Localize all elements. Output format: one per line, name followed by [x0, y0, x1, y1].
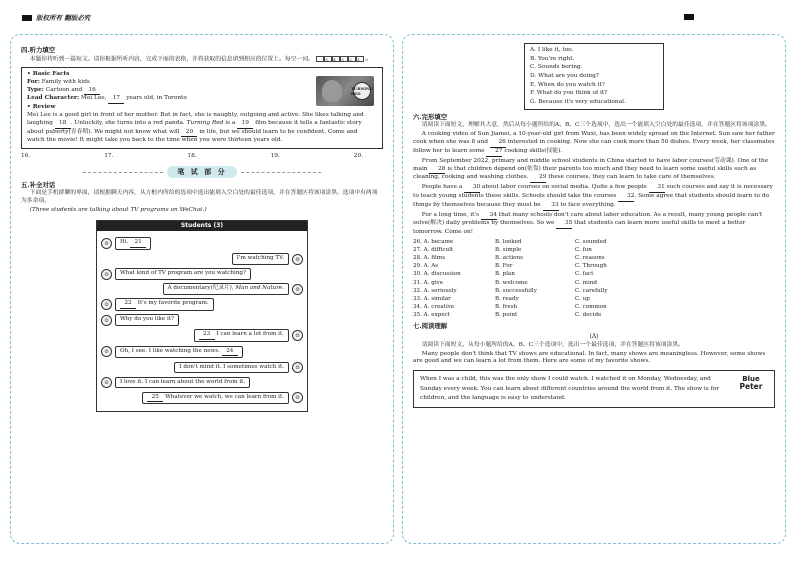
avatar: ☺: [292, 254, 303, 265]
cloze-option: C. carefully: [575, 287, 608, 294]
cloze-option: B. actions: [495, 255, 524, 262]
chat-message: A documentary(纪录片), Man and Nature. ☺: [101, 283, 303, 295]
option-item: F. What do you think of it?: [530, 90, 608, 97]
chat-header: Students (3): [97, 221, 307, 231]
show-description: When I was a child, this was the only show I could watch. I watched it on Monday, Wednesday, and Sunday every week. You can learn about different countries around the world from it. The show is for children, and the language is easy to understand.: [420, 376, 719, 401]
option-item: G. Because it's very educational.: [530, 99, 626, 106]
cloze-option: C. sounded: [575, 239, 607, 246]
cloze-option: B. ready: [495, 295, 519, 302]
facts-box: [21, 67, 383, 149]
avatar: ☺: [101, 269, 112, 280]
cloze-option: B. plan: [495, 271, 515, 278]
cloze-option: 30. A. discussion: [413, 271, 461, 278]
cloze-option: C. Through: [575, 263, 607, 270]
score-boxes: 5 4 3 2 1 0: [316, 56, 364, 62]
dialog-note: (Three students are talking about TV programs on WeChat.): [29, 206, 207, 213]
cloze-paragraph: From September 2022, primary and middle school students in China started to have labor courses(劳动课). One of the main 28 is that children depend on(依靠) their parents too much and they need to learn some useful skills such as cleaning, cooking and washing clothes. 29 these courses, they can learn to take care of themselves.: [413, 158, 775, 183]
chat-message: ☺ What kind of TV program are you watching?: [101, 268, 303, 280]
cloze-option: 28. A. films: [413, 255, 445, 262]
cloze-option: C. fun: [575, 247, 592, 254]
avatar: ☺: [292, 362, 303, 373]
cloze-option: 32. A. seriously: [413, 287, 457, 294]
cloze-paragraph: For a long time, it's 34 that many schools don't care about labor education. As a result, many young people can't solve(解决) daily problems by themselves. So we 35 that students can learn more useful skills to meet a better tomorrow. Come on!: [413, 211, 763, 236]
cloze-option: 33. A. similar: [413, 295, 451, 302]
dialog-instruction: 下面是手机群聊的界面，请根据聊天内容，从方框内所给的选项中选出能填入空白处的最佳选项，并在答题区将该项涂黑。选项中有两项为多余项。: [21, 190, 378, 204]
reading-paragraph: Many people don't think that TV shows are educational. In fact, many shows are meaningless. However, some shows are good and we can learn a lot from them. Here are some of my favorite shows.: [413, 350, 766, 365]
cloze-option: C. decide: [575, 312, 602, 318]
listening-instruction: 本题你将听到一篇短文。请你根据所听内容，完成下面的表格，并将获取的信息填到相应的位置上。每空一词。 5 4 3 2 1 0: [29, 56, 368, 63]
cloze-option: B. welcome: [495, 279, 528, 286]
type-line: Type: Cartoon and 16: [27, 87, 377, 96]
cloze-option: 27. A. difficult: [413, 247, 454, 254]
page-header-right: [684, 14, 694, 20]
cloze-option: 29. A. As: [413, 263, 439, 270]
cloze-option: C. common: [575, 303, 607, 310]
facts-title: • Basic Facts: [27, 70, 70, 77]
dialog-options-box: [524, 43, 664, 110]
cloze-option: 31. A. give: [413, 279, 444, 286]
cloze-option: C. reasons: [575, 255, 605, 262]
wechat-window: [96, 220, 308, 412]
avatar: ☺: [101, 377, 112, 388]
cloze-option: B. looked: [495, 239, 522, 246]
chat-message: ☺ Oh, I see. I like watching the news. 24: [101, 346, 303, 359]
passage-label: (A): [589, 332, 599, 340]
cloze-instruction: 请阅读下面短文，理解其大意，然后从每小题所给的A、B、C三个选项中，选出一个能填入空白处的最佳选项，并在答题区将该项涂黑。: [421, 122, 771, 129]
cloze-option: B. successfully: [495, 287, 537, 294]
chat-message: ☺ 22 It's my favorite program.: [101, 298, 303, 311]
option-item: E. When do you watch it?: [530, 81, 605, 88]
chat-message: ☺ Hi. 21: [101, 237, 303, 250]
cloze-option: B. fresh: [495, 303, 518, 310]
cloze-paragraph: People have a 30 about labor courses on social media. Quite a few people 31 such courses and say it is necessary to teach young students these skills. Schools should take the courses 32. Some agree that students should learn to do things by themselves because they must be 33 to face everything.: [413, 184, 775, 210]
cloze-options: [413, 238, 775, 319]
option-item: D. What are you doing?: [530, 73, 599, 80]
show-box: [413, 370, 775, 408]
movie-poster: TURNING RED: [316, 76, 374, 106]
chat-message: I don't mind it. I sometimes watch it. ☺: [101, 362, 303, 374]
cloze-option: C. mind: [575, 279, 597, 286]
header-text: 版权所有 翻版必究: [36, 14, 91, 22]
cloze-option: B. simple: [495, 247, 522, 254]
chat-message: 23 I can learn a lot from it. ☺: [101, 329, 303, 342]
chat-message: 25 Whatever we watch, we can learn from it. ☺: [101, 392, 303, 405]
option-item: B. You're right.: [530, 55, 575, 62]
cloze-title: 六.完形填空: [413, 112, 448, 121]
avatar: ☺: [292, 284, 303, 295]
avatar: ☺: [101, 238, 112, 249]
cloze-option: B. For: [495, 263, 513, 270]
avatar: ☺: [101, 299, 112, 310]
dialog-title: 五.补全对话: [21, 180, 56, 189]
cloze-option: 35. A. expect: [413, 312, 451, 318]
for-line: For: Family with kids: [27, 78, 90, 85]
cloze-option: B. point: [495, 312, 518, 318]
option-item: A. I like it, too.: [530, 47, 574, 53]
review-text: Mei Lee is a good girl in front of her mother. But in fact, she is naughty, outgoing and active. She likes talking and laughing 18 . Unluckily, she turns into a red panda. Turning Red is a 19 film because it tells a fantastic story about puberty(青春期). We might not know what will 20 in life, but we should learn to be confident. Come and watch the movie! It might take you back to the time when you were thirteen years old.: [27, 112, 364, 144]
right-panel: [402, 34, 786, 544]
reading-title: 七.阅读理解: [413, 322, 448, 331]
avatar: ☺: [101, 346, 112, 357]
page-header: [22, 14, 90, 23]
chat-message: I'm watching TV. ☺: [101, 253, 303, 265]
reading-instruction: 请阅读下面短文，从每小题所给的A、B、C三个选项中，选出一个最佳选项，并在答题区将该项涂黑。: [421, 341, 684, 348]
listening-title: 四.听力填空: [21, 46, 56, 54]
cloze-option: C. up: [575, 295, 590, 302]
lead-line: Lead Character: Mei Lee, 17 years old, in Toronto: [27, 95, 377, 104]
answer-numbers: 16. 17. 18. 19. 20.: [21, 153, 363, 160]
avatar: ☺: [292, 392, 303, 403]
chat-message: ☺ I love it. I can learn about the world from it.: [101, 377, 303, 389]
avatar: ☺: [101, 315, 112, 326]
cloze-option: 26. A. became: [413, 239, 454, 246]
cloze-paragraph: A cooking video of Sun Jiamei, a 10-year-old girl from Wuxi, has been widely spread on the Internet. Sun saw her father cook when she was 8 and 26 interested in cooking. Now she can cook more than 50 dishes. Every week, her classmates follow her to learn some 27 cooking skills(技能).: [413, 131, 775, 156]
written-banner: 笔 试 部 分: [21, 166, 383, 177]
cloze-option: 34. A. creative: [413, 303, 455, 310]
cloze-option: C. fact: [575, 271, 594, 278]
avatar: ☺: [292, 330, 303, 341]
left-panel: [10, 34, 394, 544]
chat-message: ☺ Why do you like it?: [101, 314, 303, 326]
blue-peter-logo: Blue Peter: [739, 375, 763, 392]
review-title: • Review: [27, 104, 56, 111]
option-item: C. Sounds boring.: [530, 64, 583, 71]
